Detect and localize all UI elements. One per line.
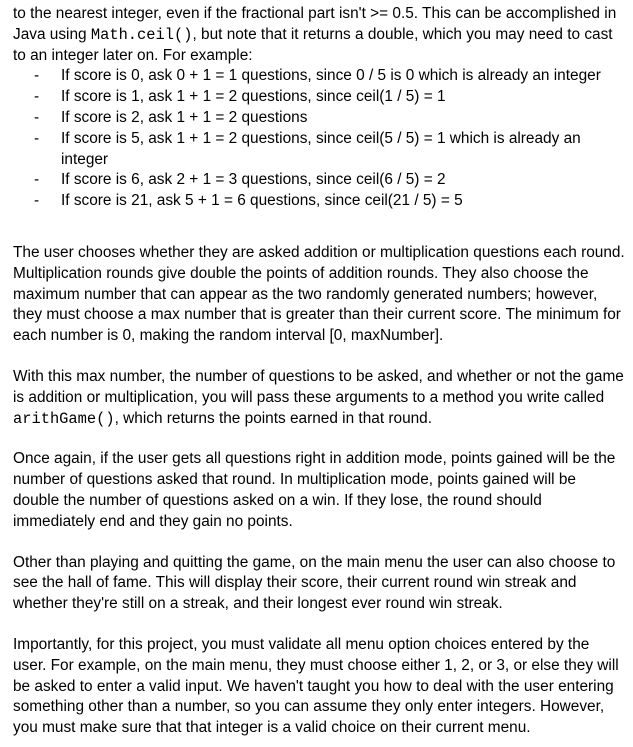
intro-text-a: to the nearest integer, even if the fractional part isn't >= 0.5. This can be accomplished in Java using	[13, 5, 617, 43]
intro-text-b: , but note that it returns a double, which you may need to cast to an integer later on. For example:	[13, 25, 613, 64]
list-item: - If score is 2, ask 1 + 1 = 2 questions	[13, 108, 625, 129]
method-paragraph: With this max number, the number of questions to be asked, and whether or not the game is addition or multiplication, you will pass these arguments to a method you write called arithGame(), which returns the points earned in that round.	[13, 367, 624, 428]
math-ceil-code: Math.ceil()	[90, 25, 193, 44]
paragraph-spacer	[13, 212, 625, 243]
bullet-dash: -	[34, 192, 40, 210]
bullet-dash: -	[34, 171, 40, 189]
bullet-dash: -	[34, 108, 40, 126]
arith-game-code: arithGame()	[13, 409, 115, 428]
paragraph-spacer	[13, 429, 625, 449]
bullet-dash: -	[34, 129, 40, 147]
paragraph-spacer	[13, 615, 625, 635]
bullet-dash: -	[34, 88, 40, 106]
list-item: - If score is 6, ask 2 + 1 = 3 questions, since ceil(6 / 5) = 2	[13, 170, 625, 191]
hall-of-fame-paragraph: Other than playing and quitting the game, on the main menu the user can also choose to see the hall of fame. This will display their score, their current round win streak and whether they're still on a streak, and their longest ever round win streak.	[13, 553, 616, 613]
points-paragraph: Once again, if the user gets all questions right in addition mode, points gained will be the number of questions asked that round. In multiplication mode, points gained will be double the number of questions asked on a win. If they lose, the round should immediately end and they gain no points.	[13, 450, 616, 530]
intro-paragraph	[13, 4, 625, 66]
validation-paragraph: Importantly, for this project, you must validate all menu option choices entered by the user. For example, on the main menu, they must choose either 1, 2, or 3, or else they will be asked to enter a valid input. We haven't taught you how to deal with the user entering something other than a number, so you can assume they only enter integers. However, you must make sure that that integer is a valid choice on their current menu.	[13, 635, 619, 737]
choose-paragraph: The user chooses whether they are asked addition or multiplication questions each round. Multiplication rounds give double the points of addition rounds. They also choose the maximum number that can appear as the two randomly generated numbers; however, they must choose a max number that is greater than their current score. The minimum for each number is 0, making the random interval [0, maxNumber].	[13, 243, 625, 345]
paragraph-spacer	[13, 533, 625, 553]
paragraph-spacer	[13, 347, 625, 367]
list-item: - If score is 5, ask 1 + 1 = 2 questions, since ceil(5 / 5) = 1 which is already an integer	[34, 129, 581, 168]
bullet-dash: -	[34, 67, 40, 85]
list-item: - If score is 1, ask 1 + 1 = 2 questions, since ceil(1 / 5) = 1	[13, 87, 625, 108]
list-item: - If score is 0, ask 0 + 1 = 1 questions, since 0 / 5 is 0 which is already an integer	[13, 66, 625, 87]
examples-list	[13, 66, 625, 212]
list-item: - If score is 21, ask 5 + 1 = 6 questions, since ceil(21 / 5) = 5	[13, 191, 625, 212]
